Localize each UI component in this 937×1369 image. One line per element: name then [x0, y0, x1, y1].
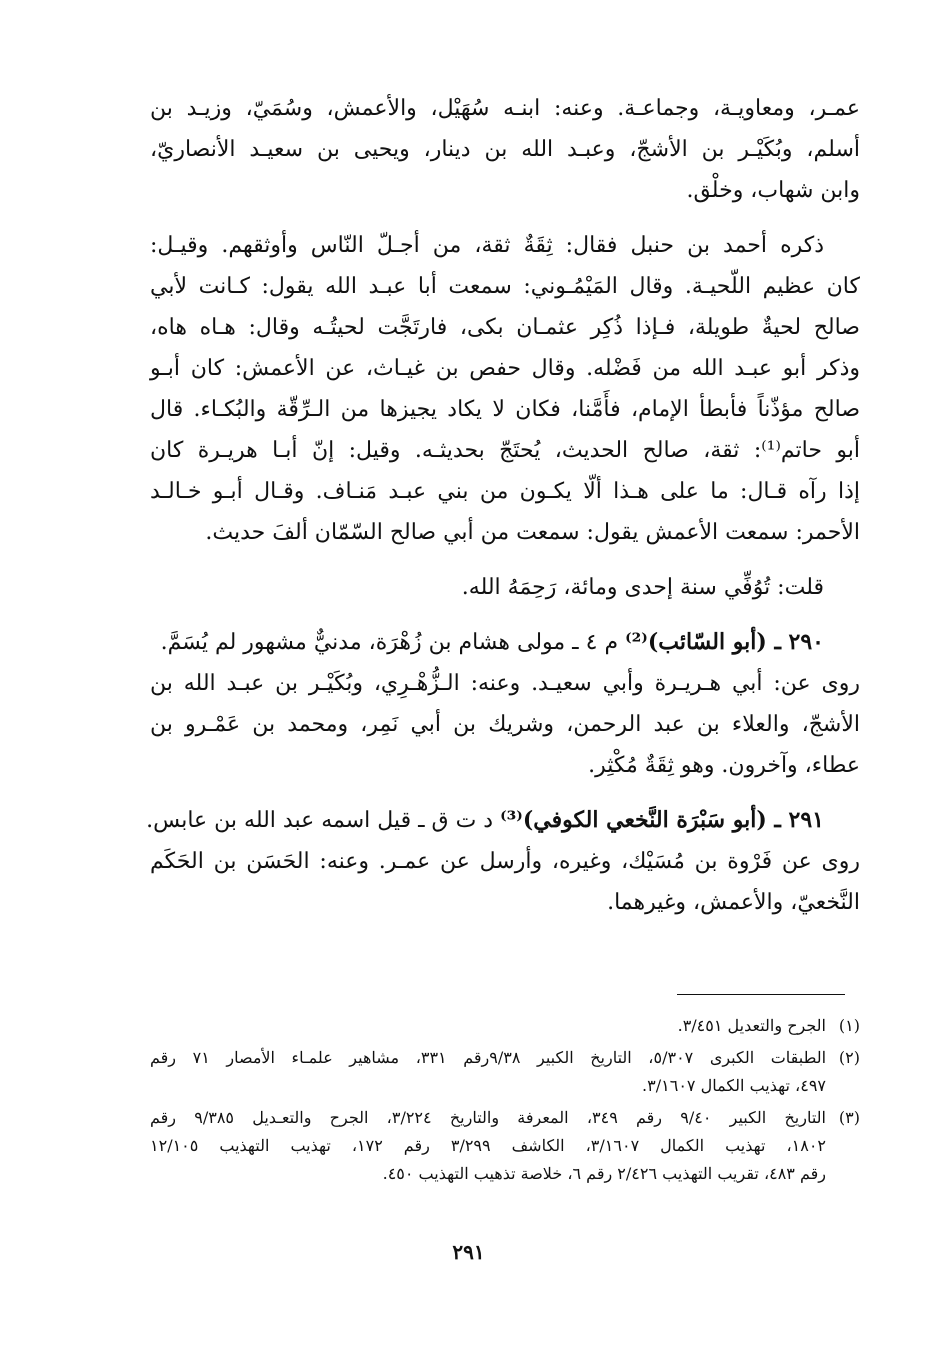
footnote-body — [150, 1012, 826, 1040]
text-line: كان عظيم اللّحيـة. وقال المَيْمُـوني: سمعت أبا عبـد الله يقول: كـانت لأبي — [150, 274, 860, 299]
footnote-1 — [150, 1012, 860, 1040]
footnote-line: رقم ٤٨٣، تقريب التهذيب ٢/٤٢٦ رقم ٦، خلاصة تذهيب التهذيب ٤٥٠. — [382, 1164, 826, 1183]
text-line: روى عن: أبي هـريـرة وأبي سعيـد. وعنه: الـزُّهْـرِي، وبُكَيْـر بن عبـد الله بن — [150, 671, 860, 696]
paragraph-continuation — [150, 88, 860, 211]
footnote-line: ١٨٠٢، تهذيب الكمال ٣/١٦٠٧، الكاشف ٣/٢٩٩ رقم ١٧٢، تهذيب التهذيب ١٢/١٠٥ — [150, 1136, 827, 1155]
footnotes — [150, 1012, 860, 1192]
entry-heading: ٢٩١ ـ (أبو سَبْرَة النَّخعي الكوفي)⁽³⁾ — [500, 807, 824, 833]
text-line: أسلم، وبُكَيْـر بن الأشجّ، وعبـد الله بن دينار، ويحيى بن سعيـد الأنصاريّ، — [150, 137, 860, 162]
text-line: قلت: تُوُفِّي سنة إحدى ومائة، رَحِمَهُ الله. — [461, 575, 824, 600]
text-line: ذكره أحمد بن حنبل فقال: ثِقَةٌ ثقة، من أجـلّ النّاس وأوثقهم. وقيـل: — [150, 233, 824, 258]
text-line — [150, 622, 860, 663]
text-line: وذكر أبو عبـد الله من فَضْله. وقال حفص بن غيـاث، عن الأعمش: كان أبـو — [150, 356, 860, 381]
text-line: صالح مؤذّناً فأبطأ الإمام، فأَمَّنا، فكان لا يكاد يجيزها من الـرِّقّة والبُكـاء. قال — [150, 397, 860, 422]
paragraph-biography — [150, 225, 860, 553]
text-line: صالح لحيةٌ طويلة، فـإذا ذُكِر عثمـان بكى، فارتَجَّت لحيتُـه وقال: هـاه هاه، — [150, 315, 860, 340]
footnote-2 — [150, 1044, 860, 1100]
text-line: الأشجّ، والعلاء بن عبد الرحمن، وشريك بن أبي نَمِر، ومحمد بن عَمْـرو بن — [150, 712, 860, 737]
footnote-3 — [150, 1104, 860, 1188]
page-number: ٢٩١ — [452, 1240, 485, 1264]
footnote-line: التاريخ الكبير ٩/٤٠ رقم ٣٤٩، المعرفة والتاريخ ٣/٢٢٤، الجرح والتعـديل ٩/٣٨٥ رقم — [150, 1108, 826, 1127]
footnote-body — [150, 1044, 826, 1100]
text-line: وابن شهاب، وخلْق. — [686, 178, 860, 203]
text-line: عمـر، ومعاويـة، وجماعـة. وعنه: ابنـه سُهَيْل، والأعمش، وسُمَيّ، وزيـد بن — [150, 96, 860, 121]
text-line — [146, 800, 860, 841]
footnote-line: ٤٩٧، تهذيب الكمال ٣/١٦٠٧. — [642, 1076, 826, 1095]
footnote-line: الطبقات الكبرى ٥/٣٠٧، التاريخ الكبير ٩/٣٨رقم ٣٣١، مشاهير علمـاء الأمصار ٧١ رقم — [150, 1048, 827, 1067]
paragraph-author-note — [150, 567, 860, 608]
footnote-divider — [677, 994, 845, 995]
entry-heading-rest: م ٤ ـ مولى هشام بن زُهْرَة، مدنيٌّ مشهور لم يُسَمَّ. — [160, 630, 619, 655]
text-line: إذا رآه قـال: ما على هـذا ألّا يكـون من بني عبـد مَنـاف. وقـال أبـو خـالـد — [150, 479, 860, 504]
text-line: الأحمر: سمعت الأعمش يقول: سمعت من أبي صالح السّمّان ألفَ حديث. — [205, 520, 860, 545]
footnote-number: (١) — [838, 1016, 860, 1035]
entry-290 — [150, 622, 860, 786]
footnote-body — [150, 1104, 826, 1188]
entry-heading: ٢٩٠ ـ (أبو السّائب)⁽²⁾ — [625, 629, 824, 655]
text-line: النَّخعيّ، والأعمش، وغيرهما. — [607, 890, 860, 915]
entry-heading-rest: د ت ق ـ قيل اسمه عبد الله بن عابس. — [146, 808, 494, 833]
main-text — [146, 88, 860, 937]
entry-291 — [146, 800, 860, 923]
footnote-number: (٣) — [838, 1108, 860, 1127]
text-line: أبو حاتم⁽¹⁾: ثقة، صالح الحديث، يُحتَجّ بحديثـه. وقيل: إنّ أبـا هريـرة كان — [150, 438, 860, 463]
footnote-number: (٢) — [838, 1048, 860, 1067]
text-line: روى عن فَرْوة بن مُسَيْك، وغيره، وأرسل عن عمـر. وعنه: الحَسَن بن الحَكَم — [150, 849, 860, 874]
footnote-line: الجرح والتعديل ٣/٤٥١. — [677, 1016, 826, 1035]
text-line: عطاء، وآخرون. وهو ثِقَةٌ مُكْثِر. — [588, 753, 860, 778]
